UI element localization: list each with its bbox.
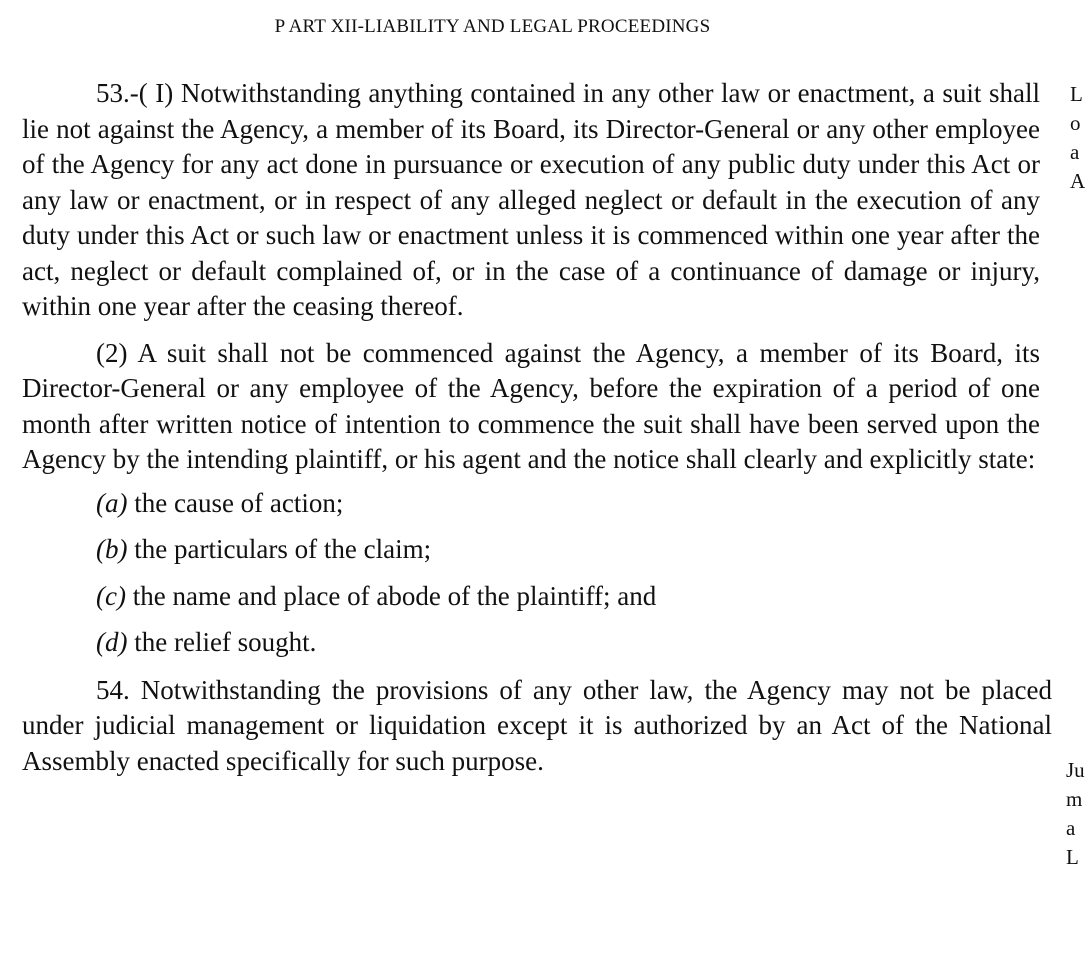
margin-note-line: A: [1070, 169, 1085, 193]
clause-letter: (a): [96, 487, 128, 518]
clause-a: [22, 486, 1040, 522]
margin-note-line: L: [1066, 845, 1079, 869]
clause-text: the name and place of abode of the plaintiff; and: [125, 580, 657, 611]
clause-c: [22, 579, 1040, 615]
page-header: P ART XII-LIABILITY AND LEGAL PROCEEDINGS: [274, 16, 711, 37]
section-54-paragraph: 54. Notwithstanding the provisions of any other law, the Agency may not be placed under judicial management or liquidation except it is authorized by an Act of the National Assembly enacted specifically for such purpose.: [22, 674, 1052, 776]
clause-text: the cause of action;: [127, 487, 344, 518]
section-53-paragraph-2: (2) A suit shall not be commenced against the Agency, a member of its Board, its Director-General or any employee of the Agency, before the expiration of a period of one month after written notice of intention to commence the suit shall have been served upon the Agency by the intending plaintiff, or his agent and the notice shall clearly and explicitly state:: [22, 337, 1040, 474]
clause-letter: (c): [96, 580, 126, 611]
section-53-paragraph-1: 53.-( I) Notwithstanding anything contained in any other law or enactment, a suit shall lie not against the Agency, a member of its Board, its Director-General or any other employee of the Agency for any act done in pursuance or execution of any public duty under this Act or any law or enactment, or in respect of any alleged neglect or default in the execution of any duty under this Act or such law or enactment unless it is commenced within one year after the act, neglect or default complained of, or in the case of a continuance of damage or injury, within one year after the ceasing thereof.: [22, 78, 1040, 321]
clause-text: the particulars of the claim;: [127, 534, 432, 564]
margin-note-line: a: [1070, 140, 1080, 164]
margin-note-line: o: [1070, 111, 1081, 135]
margin-note-section-54: [1066, 756, 1085, 872]
clause-b: [22, 532, 1040, 568]
clause-text: the relief sought.: [127, 627, 317, 657]
clause-letter: (d): [96, 627, 128, 657]
margin-note-line: a: [1066, 816, 1076, 840]
clause-letter: (b): [96, 534, 128, 564]
margin-note-line: Ju: [1066, 758, 1085, 782]
document-body: [22, 76, 1052, 779]
clause-d: [22, 625, 1040, 661]
margin-note-section-53: [1070, 80, 1085, 196]
margin-note-line: L: [1070, 82, 1083, 106]
margin-note-line: m: [1066, 787, 1083, 811]
